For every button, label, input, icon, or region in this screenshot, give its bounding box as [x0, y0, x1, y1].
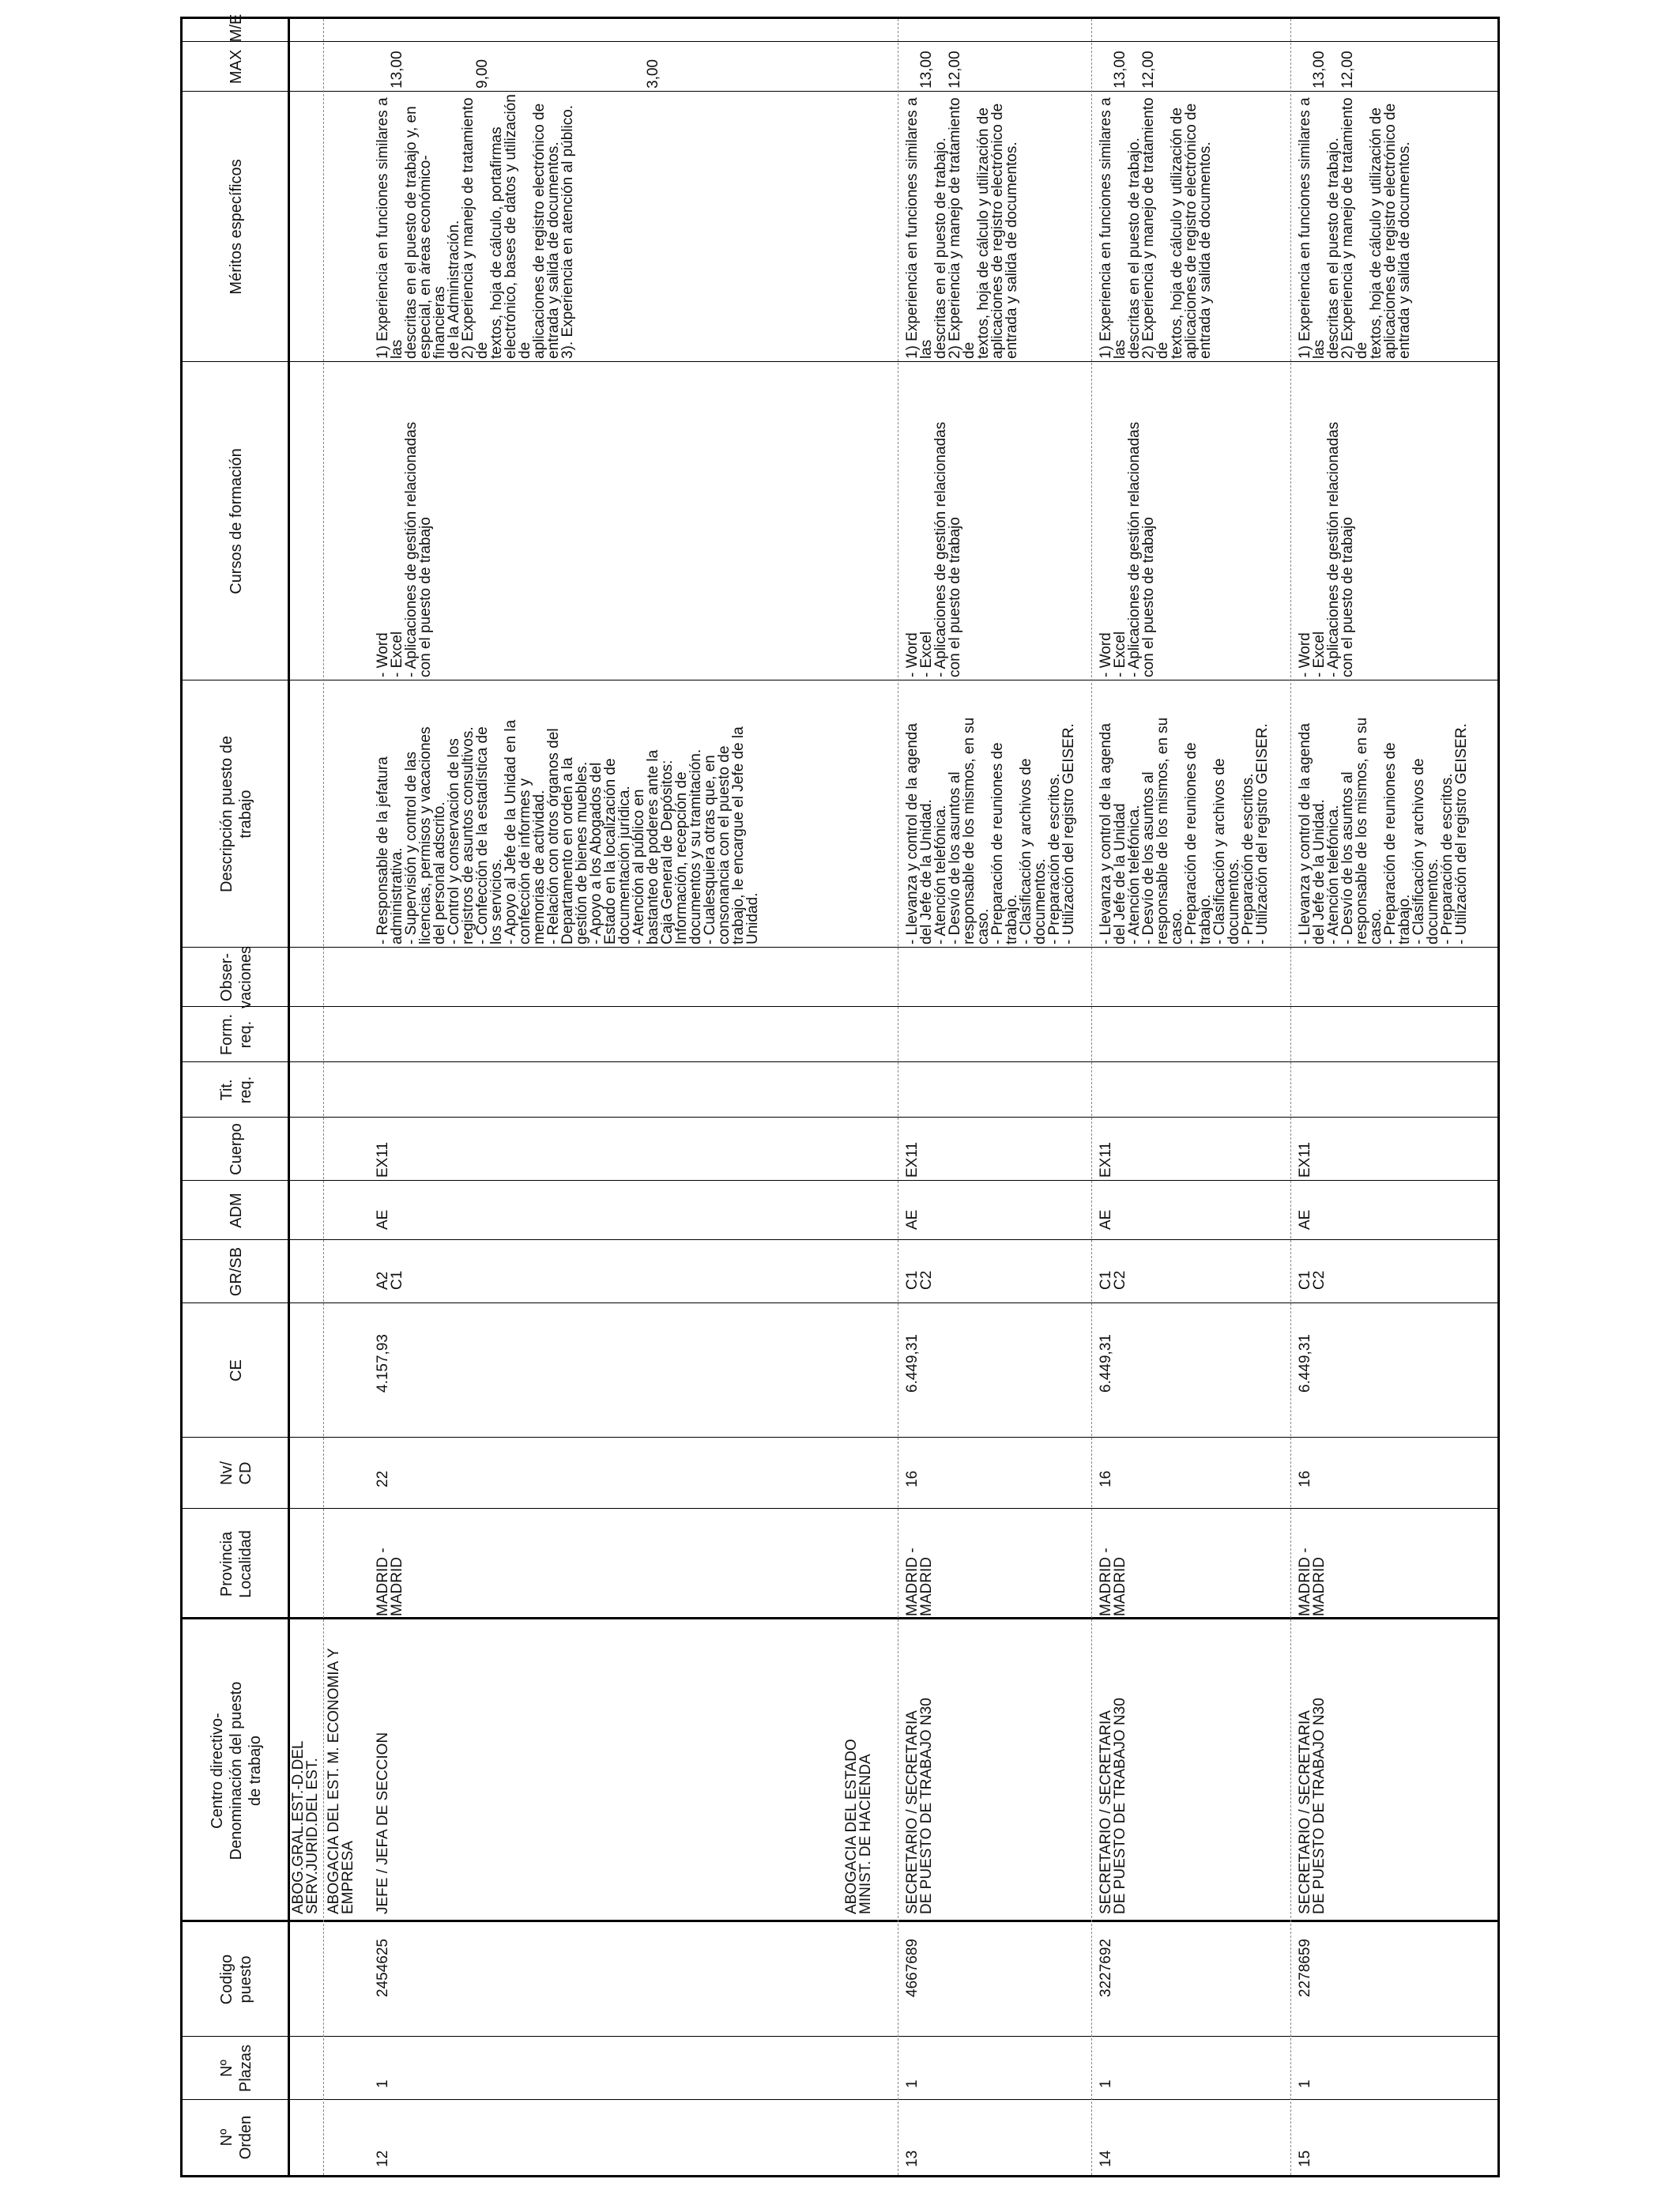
- col-line: [183, 1180, 1497, 1181]
- cell-nvcd: 22: [375, 1470, 391, 1487]
- cell-meritos: 1) Experiencia en funciones similares a las descritas en el puesto de trabajo. 2) Experiencia y manejo de tratamiento de textos, hoja de cálculo y utilización de aplicaciones de registro electrónico de entrada y salida de documentos.: [904, 97, 1020, 359]
- header-ce: CE: [228, 1359, 245, 1382]
- header-cursos: Cursos de formación: [228, 448, 245, 594]
- cell-plazas: 1: [375, 2079, 391, 2088]
- cell-nvcd: 16: [1297, 1470, 1313, 1487]
- cell-nvcd: 16: [904, 1470, 921, 1487]
- header-grsb: GR/SB: [228, 1246, 245, 1297]
- max-value: 13,00: [1112, 51, 1128, 89]
- cell-adm: AE: [904, 1209, 921, 1230]
- cell-meritos: 1) Experiencia en funciones similares a las descritas en el puesto de trabajo. 2) Experiencia y manejo de tratamiento de textos, hoja de cálculo y utilización de aplicaciones de registro electrónico de entrada y salida de documentos.: [1098, 97, 1214, 359]
- group-header-line2: ABOGACIA DEL EST. M. ECONOMIA Y EMPRESA: [326, 1648, 356, 1914]
- cell-orden: 12: [375, 2150, 391, 2167]
- cell-centro: SECRETARIO / SECRETARIA DE PUESTO DE TRABAJO N30: [904, 1698, 935, 1914]
- header-observaciones: Obser- vaciones: [218, 946, 254, 1008]
- cell-orden: 13: [904, 2150, 921, 2167]
- max-value: [419, 44, 433, 89]
- cell-plazas: 1: [1098, 2079, 1114, 2088]
- max-value: 12,00: [1339, 51, 1356, 89]
- cell-ce: 4.157,93: [375, 1334, 391, 1393]
- cell-max-list: [1298, 44, 1369, 89]
- col-line: [183, 1239, 1497, 1240]
- cell-cuerpo: EX11: [375, 1141, 391, 1178]
- cell-grsb: C1 C2: [904, 1270, 935, 1290]
- header-meritos: Méritos específicos: [228, 159, 245, 295]
- cell-grsb: C1 C2: [1098, 1270, 1128, 1290]
- max-value: [447, 44, 461, 89]
- cell-provincia: MADRID - MADRID: [904, 1547, 935, 1616]
- cell-descripcion: - Llevanza y control de la agenda del Jefe de la Unidad. - Atención telefónica. - Desvío de los asuntos al responsable de los mismos, en su caso. - Preparación de reuniones de trabajo. - Clasificación y archivos de documentos. - Preparación de escritos. - Utilización del registro GEISER.: [1297, 717, 1470, 944]
- cell-meritos: 1) Experiencia en funciones similares a las descritas en el puesto de trabajo y, en especial, en áreas económico-financieras de la Administración. 2) Experiencia y manejo de tratamiento de textos, hoja de cálculo, portafirmas electrónico, bases de datos y utilización de aplicaciones de registro electrónico de entrada y salida de documentos. 3). Experiencia en atención al público.: [375, 94, 576, 359]
- header-tit: Tit. req.: [218, 1076, 254, 1104]
- row-separator: [1290, 19, 1291, 2175]
- cell-plazas: 1: [904, 2079, 921, 2088]
- col-line: [183, 947, 1497, 948]
- cell-orden: 14: [1098, 2150, 1114, 2167]
- col-line: [183, 1061, 1497, 1062]
- cell-descripcion: - Responsable de la jefatura administrativa. - Supervisión y control de las licencias, permisos y vacaciones del personal adscrito. - Control y conservación de los registros de asuntos consultivos. - Confección de la estadística de los servicios. - Apoyo al Jefe de la Unidad en la confección de informes y memorias de actividad. - Relación con otros órganos del Departamento en orden a la gestión de bienes muebles. - Apoyo a los Abogados del Estado en la localización de documentación jurídica. - Atención al público en bastanteo de poderes ante la Caja General de Depósitos: Información, recepción de documentos y su tramitación. - Cualesquiera otras que, en consonancia con el puesto de trabajo, le encargue el Jefe de la Unidad.: [375, 719, 761, 944]
- header-me: M/E: [228, 13, 245, 43]
- cell-grsb: A2 C1: [375, 1270, 405, 1290]
- max-value: [504, 44, 518, 89]
- col-line: [183, 91, 1497, 92]
- max-value: 3,00: [645, 59, 661, 89]
- cell-centro: JEFE / JEFA DE SECCION: [375, 1732, 391, 1914]
- cell-nvcd: 16: [1098, 1470, 1114, 1487]
- cell-adm: AE: [1098, 1209, 1114, 1230]
- cell-cuerpo: EX11: [904, 1141, 921, 1178]
- col-line: [183, 1617, 1497, 1619]
- cell-provincia: MADRID - MADRID: [1297, 1547, 1328, 1616]
- max-value: 9,00: [474, 59, 491, 89]
- cell-ce: 6.449,31: [904, 1334, 921, 1393]
- cell-descripcion: - Llevanza y control de la agenda del Jefe de la Unidad - Atención telefónica. - Desvío de los asuntos al responsable de los mismos, en su caso. - Preparación de reuniones de trabajo. - Clasificación y archivos de documentos. - Preparación de escritos. - Utilización del registro GEISER.: [1098, 717, 1271, 944]
- header-max: MAX: [228, 49, 245, 85]
- max-value: 13,00: [1311, 51, 1328, 89]
- cell-cuerpo: EX11: [1297, 1141, 1313, 1178]
- cell-max-list: [1099, 44, 1170, 89]
- row-separator: [1091, 19, 1092, 2175]
- cell-centro: SECRETARIO / SECRETARIA DE PUESTO DE TRABAJO N30: [1098, 1698, 1128, 1914]
- cell-descripcion: - Llevanza y control de la agenda del Jefe de la Unidad. - Atención telefónica. - Desvío de los asuntos al responsable de los mismos, en su caso. - Preparación de reuniones de trabajo. - Clasificación y archivos de documentos. - Preparación de escritos. - Utilización del registro GEISER.: [904, 717, 1077, 944]
- cell-centro: SECRETARIO / SECRETARIA DE PUESTO DE TRABAJO N30: [1297, 1698, 1328, 1914]
- rotated-page: [180, 13, 1500, 2177]
- cell-ce: 6.449,31: [1297, 1334, 1313, 1393]
- header-provincia: Provincia Localidad: [218, 1530, 254, 1598]
- group-header-line1: ABOG.GRAL.EST.-D.DEL SERV.JURID.DEL EST.: [290, 1741, 321, 1914]
- max-value: [533, 44, 547, 89]
- cell-cursos: - Word - Excel - Aplicaciones de gestión relacionadas con el puesto de trabajo: [904, 421, 963, 677]
- max-value: 13,00: [389, 51, 405, 89]
- header-form: Form. req.: [218, 1013, 254, 1056]
- cell-meritos: 1) Experiencia en funciones similares a las descritas en el puesto de trabajo. 2) Experiencia y manejo de tratamiento de textos, hoja de cálculo y utilización de aplicaciones de registro electrónico de entrada y salida de documentos.: [1297, 97, 1413, 359]
- header-cuerpo: Cuerpo: [228, 1123, 245, 1175]
- cell-plazas: 1: [1297, 2079, 1313, 2088]
- col-line: [183, 1302, 1497, 1303]
- cell-cuerpo: EX11: [1098, 1141, 1114, 1178]
- cell-cursos: - Word - Excel - Aplicaciones de gestión relacionadas con el puesto de trabajo: [1098, 421, 1157, 677]
- cell-adm: AE: [375, 1209, 391, 1230]
- group-header-line2: MINIST. DE HACIENDA: [857, 1754, 874, 1914]
- header-plazas: Nº Plazas: [218, 2044, 254, 2093]
- header-nvcd: Nv/ CD: [218, 1461, 254, 1485]
- cell-codigo: 2454625: [375, 1939, 391, 1997]
- header-codigo: Codigo puesto: [218, 1954, 254, 2005]
- header-orden: Nº Orden: [218, 2115, 254, 2160]
- header-centro: Centro directivo- Denominación del puesto de trabajo: [209, 1681, 264, 1860]
- col-line: [183, 1117, 1497, 1118]
- cell-provincia: MADRID - MADRID: [375, 1547, 405, 1616]
- table-header-row: [183, 13, 290, 2175]
- header-descripcion: Descripción puesto de trabajo: [218, 736, 254, 892]
- cell-cursos: - Word - Excel - Aplicaciones de gestión relacionadas con el puesto de trabajo: [1297, 421, 1356, 677]
- max-value: [618, 44, 632, 89]
- max-value: [590, 44, 604, 89]
- cell-max-list: [906, 44, 977, 89]
- cell-codigo: 3227692: [1098, 1939, 1114, 1997]
- col-line: [183, 361, 1497, 362]
- cell-orden: 15: [1297, 2150, 1313, 2167]
- max-value: 13,00: [918, 51, 935, 89]
- col-line: [183, 1508, 1497, 1509]
- cell-provincia: MADRID - MADRID: [1098, 1547, 1128, 1616]
- cell-ce: 6.449,31: [1098, 1334, 1114, 1393]
- max-value: 12,00: [947, 51, 963, 89]
- max-value: [561, 44, 575, 89]
- col-line: [183, 41, 1497, 42]
- cell-codigo: 2278659: [1297, 1939, 1313, 1997]
- cell-codigo: 4667689: [904, 1939, 921, 1997]
- col-line: [183, 1006, 1497, 1007]
- cell-grsb: C1 C2: [1297, 1270, 1328, 1290]
- col-line: [183, 2036, 1497, 2037]
- cell-max-list: [376, 44, 675, 89]
- cell-adm: AE: [1297, 1209, 1313, 1230]
- col-line: [183, 1437, 1497, 1438]
- cell-cursos: - Word - Excel - Aplicaciones de gestión relacionadas con el puesto de trabajo: [375, 421, 434, 677]
- group-header-line1: ABOGACIA DEL ESTADO: [843, 1739, 860, 1914]
- col-line: [183, 2099, 1497, 2100]
- header-adm: ADM: [228, 1193, 245, 1228]
- col-line: [183, 1920, 1497, 1922]
- puestos-table: [180, 13, 1500, 2177]
- max-value: 12,00: [1140, 51, 1157, 89]
